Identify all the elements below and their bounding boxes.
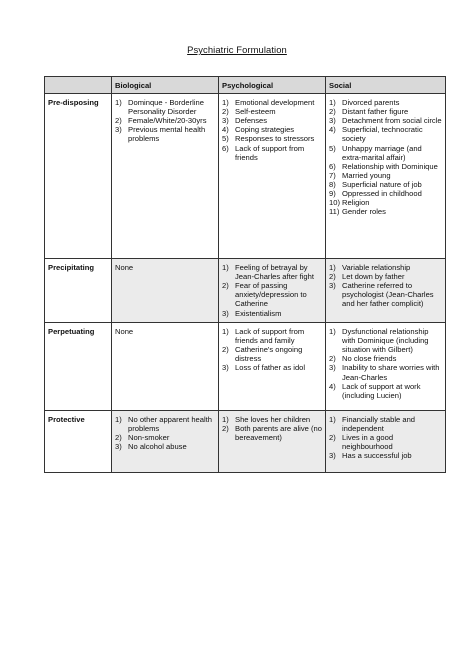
list-item-text: Coping strategies: [235, 125, 295, 135]
table-row: [45, 94, 446, 259]
psychological-cell: [219, 94, 326, 259]
numbered-list: [115, 415, 215, 451]
list-item-text: Lack of support from friends and family: [235, 327, 305, 346]
list-item: [329, 125, 442, 143]
list-item-text: Previous mental health problems: [128, 125, 206, 144]
column-header-psychological: Psychological: [219, 77, 326, 94]
cell-text: None: [115, 327, 134, 337]
social-cell: [326, 94, 446, 259]
list-item: [329, 107, 442, 116]
list-item-text: Superficial nature of job: [342, 179, 422, 189]
list-item-text: Responses to stressors: [235, 134, 315, 144]
list-number: 3): [329, 116, 336, 126]
list-number: 1): [329, 327, 336, 337]
list-item: [329, 207, 442, 216]
list-item-text: Let down by father: [342, 272, 405, 282]
numbered-list: [329, 415, 442, 460]
list-item: [329, 433, 442, 451]
list-item: [222, 144, 322, 162]
list-item-text: Lack of support at work (including Lucien): [342, 381, 421, 400]
list-item-text: Distant father figure: [342, 107, 409, 117]
row-header: Precipitating: [45, 259, 112, 323]
list-number: 2): [115, 433, 122, 443]
list-item: [329, 189, 442, 198]
list-item-text: Feeling of betrayal by Jean-Charles after fight: [235, 263, 314, 282]
list-number: 4): [329, 125, 336, 135]
list-number: 6): [222, 143, 229, 153]
list-item: [329, 451, 442, 460]
list-number: 2): [329, 107, 336, 117]
list-number: 1): [329, 415, 336, 425]
list-item-text: Lack of support from friends: [235, 143, 305, 162]
list-item-text: Unhappy marriage (and extra-marital affair): [342, 143, 422, 162]
column-header-biological: Biological: [112, 77, 219, 94]
list-item: [329, 263, 442, 272]
row-header: Protective: [45, 411, 112, 473]
list-number: 1): [222, 98, 229, 108]
list-item-text: Lives in a good neighbourhood: [342, 433, 394, 452]
list-item: [115, 116, 215, 125]
list-number: 2): [222, 424, 229, 434]
list-item: [329, 180, 442, 189]
table-row: [45, 411, 446, 473]
table-row: [45, 323, 446, 411]
list-number: 8): [329, 179, 336, 189]
page-title: Psychiatric Formulation: [187, 44, 287, 55]
numbered-list: [222, 327, 322, 372]
list-item: [222, 263, 322, 281]
list-item: [329, 415, 442, 433]
list-item: [222, 281, 322, 308]
list-number: 2): [115, 116, 122, 126]
social-cell: [326, 259, 446, 323]
list-number: 2): [222, 281, 229, 291]
list-item-text: No other apparent health problems: [128, 415, 213, 434]
list-number: 2): [329, 433, 336, 443]
list-item: [222, 415, 322, 424]
list-number: 1): [222, 263, 229, 273]
list-item: [222, 309, 322, 318]
social-cell: [326, 411, 446, 473]
biological-cell: [112, 94, 219, 259]
list-number: 4): [329, 381, 336, 391]
list-item: [329, 354, 442, 363]
list-item: [329, 363, 442, 381]
list-item-text: Emotional development: [235, 98, 315, 108]
list-item-text: Detachment from social circle: [342, 116, 442, 126]
numbered-list: [222, 263, 322, 318]
list-item-text: Catherine's ongoing distress: [235, 345, 303, 364]
list-number: 11): [329, 207, 340, 217]
list-item-text: Gender roles: [342, 207, 386, 217]
list-item: [329, 198, 442, 207]
social-cell: [326, 323, 446, 411]
list-item: [222, 116, 322, 125]
list-number: 3): [222, 116, 229, 126]
biological-cell: [112, 259, 219, 323]
list-number: 10): [329, 198, 340, 208]
list-item-text: Married young: [342, 170, 391, 180]
list-item: [222, 134, 322, 143]
list-item: [329, 144, 442, 162]
numbered-list: [222, 98, 322, 162]
list-number: 5): [329, 143, 336, 153]
list-item-text: Superficial, technocratic society: [342, 125, 423, 144]
list-number: 3): [222, 363, 229, 373]
row-header: Perpetuating: [45, 323, 112, 411]
list-item-text: Dominque - Borderline Personality Disorder: [128, 98, 204, 117]
numbered-list: [115, 98, 215, 143]
list-number: 2): [222, 345, 229, 355]
list-item: [222, 107, 322, 116]
list-number: 1): [222, 415, 229, 425]
list-item-text: Financially stable and independent: [342, 415, 416, 434]
list-item: [222, 125, 322, 134]
list-number: 9): [329, 189, 336, 199]
list-number: 1): [115, 98, 122, 108]
list-number: 2): [222, 107, 229, 117]
list-item-text: Dysfunctional relationship with Dominique (including situation with Gilbert): [342, 327, 429, 355]
table-row: [45, 259, 446, 323]
list-item-text: No close friends: [342, 354, 397, 364]
list-item: [115, 442, 215, 451]
list-item-text: Divorced parents: [342, 98, 400, 108]
list-number: 3): [222, 308, 229, 318]
list-number: 2): [329, 354, 336, 364]
list-item-text: Both parents are alive (no bereavement): [235, 424, 322, 443]
list-number: 3): [329, 281, 336, 291]
list-number: 4): [222, 125, 229, 135]
list-item-text: She loves her children: [235, 415, 311, 425]
list-item: [222, 424, 322, 442]
list-number: 1): [115, 415, 122, 425]
psychological-cell: [219, 259, 326, 323]
list-item: [329, 327, 442, 354]
list-item-text: Existentialism: [235, 308, 282, 318]
numbered-list: [222, 415, 322, 442]
list-item-text: Variable relationship: [342, 263, 411, 273]
list-item: [329, 272, 442, 281]
list-item: [115, 98, 215, 116]
column-header-social: Social: [326, 77, 446, 94]
list-item-text: Defenses: [235, 116, 268, 126]
list-item: [329, 281, 442, 308]
list-number: 5): [222, 134, 229, 144]
list-item-text: Loss of father as idol: [235, 363, 306, 373]
list-number: 3): [115, 442, 122, 452]
list-item-text: Religion: [342, 198, 370, 208]
list-number: 1): [329, 263, 336, 273]
list-item: [329, 382, 442, 400]
list-item-text: Inability to share worries with Jean-Charles: [342, 363, 440, 382]
list-item-text: Fear of passing anxiety/depression to Catherine: [235, 281, 307, 309]
list-item-text: Has a successful job: [342, 451, 412, 461]
list-item: [222, 98, 322, 107]
psychological-cell: [219, 323, 326, 411]
list-item: [115, 415, 215, 433]
list-item-text: Self-esteem: [235, 107, 276, 117]
list-number: 3): [329, 451, 336, 461]
list-item-text: Oppressed in childhood: [342, 189, 422, 199]
list-number: 2): [329, 272, 336, 282]
row-header: Pre-disposing: [45, 94, 112, 259]
list-item: [222, 327, 322, 345]
list-number: 3): [329, 363, 336, 373]
list-item: [115, 125, 215, 143]
psychological-cell: [219, 411, 326, 473]
biological-cell: [112, 411, 219, 473]
formulation-table: [44, 76, 446, 473]
list-item: [329, 98, 442, 107]
list-item-text: Non-smoker: [128, 433, 170, 443]
biological-cell: [112, 323, 219, 411]
header-row: [45, 77, 446, 94]
list-item: [222, 363, 322, 372]
list-number: 1): [222, 327, 229, 337]
list-item: [329, 171, 442, 180]
list-item-text: Relationship with Dominique: [342, 161, 438, 171]
list-number: 7): [329, 170, 336, 180]
list-item: [115, 433, 215, 442]
list-number: 1): [329, 98, 336, 108]
list-item-text: Catherine referred to psychologist (Jean-Charles and her father complicit): [342, 281, 434, 309]
cell-text: None: [115, 263, 134, 273]
list-item: [329, 162, 442, 171]
numbered-list: [329, 98, 442, 216]
list-item-text: No alcohol abuse: [128, 442, 187, 452]
header-corner: [45, 77, 112, 94]
numbered-list: [329, 263, 442, 308]
list-item: [222, 345, 322, 363]
list-item: [329, 116, 442, 125]
list-item-text: Female/White/20-30yrs: [128, 116, 207, 126]
list-number: 3): [115, 125, 122, 135]
numbered-list: [329, 327, 442, 400]
list-number: 6): [329, 161, 336, 171]
